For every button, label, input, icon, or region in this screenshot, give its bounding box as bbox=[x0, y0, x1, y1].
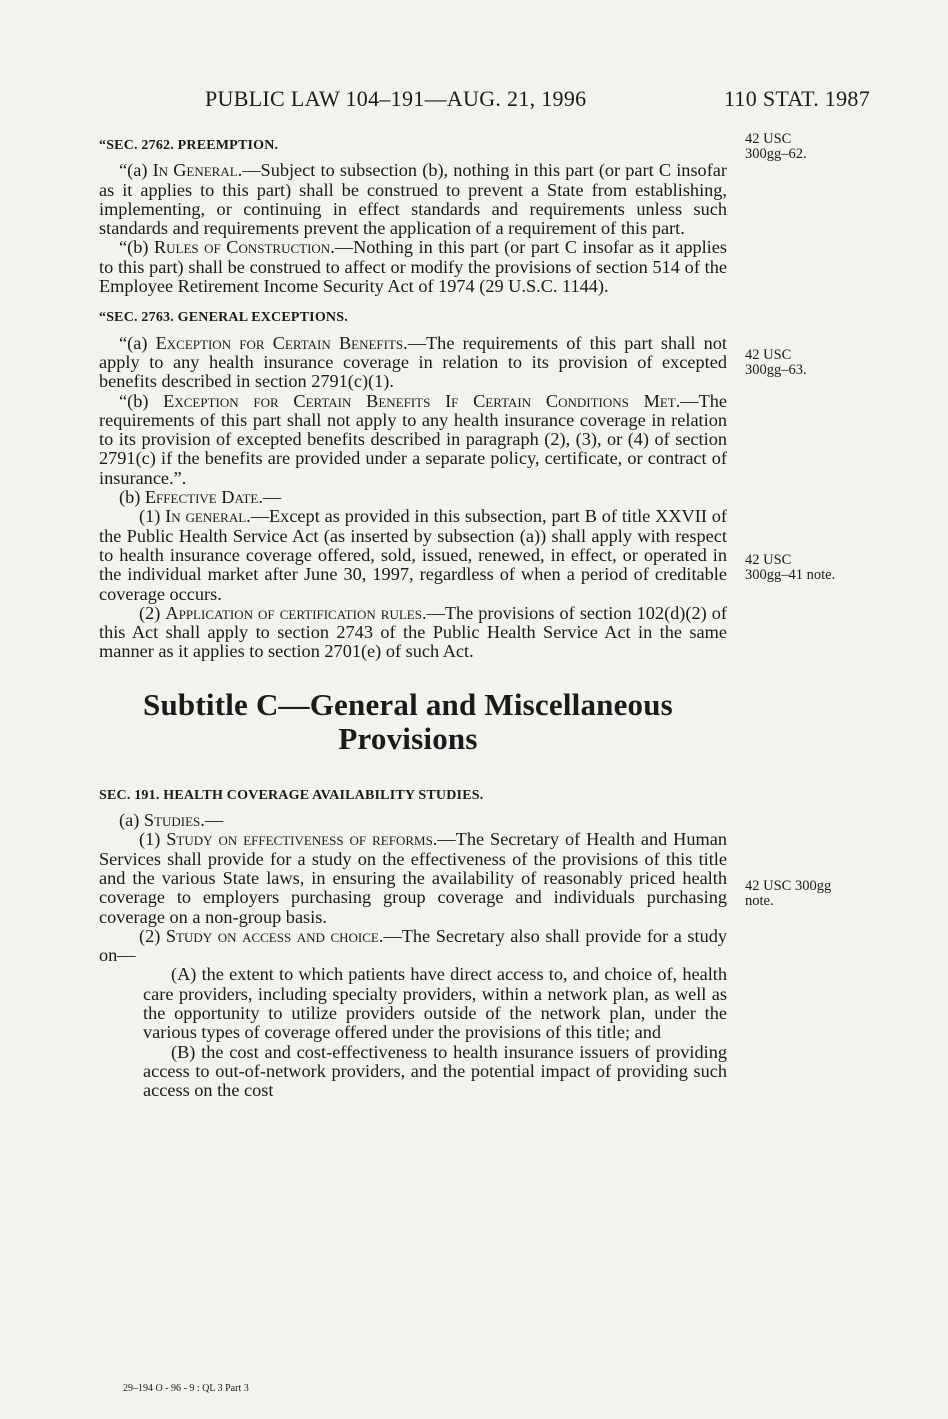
paragraph-text: —Subject to subsection (b), nothing in this part (or part C insofar as it applies to this part) shall be construed to prevent a State from establishing, implementing, or continuing in effect standards and requirements unless such standards and requirements prevent the application of a requirement of this part. bbox=[99, 160, 727, 239]
subtitle-line-1: Subtitle C—General and Miscellaneous bbox=[143, 686, 673, 722]
header-stat-page: 110 STAT. 1987 bbox=[723, 86, 870, 111]
main-text bbox=[99, 136, 727, 1100]
margin-note-line: 300gg–62. bbox=[745, 146, 807, 162]
paragraph-label: (1) bbox=[139, 829, 167, 850]
margin-note-300gg-63 bbox=[745, 348, 807, 378]
paragraph-dash: — bbox=[262, 487, 282, 508]
paragraph-text: —The requirements of this part shall not apply to any health insurance coverage in relation to its provision of excepted benefits described in paragraph (2), (3), or (4) of section 2791(c) if the benefits are provided under a separate policy, certificate, or contract of insurance.”. bbox=[99, 390, 727, 488]
paragraph-title: In General. bbox=[152, 160, 243, 181]
page-footer: 29–194 O - 96 - 9 : QL 3 Part 3 bbox=[123, 1383, 249, 1394]
paragraph-title: Application of certification rules. bbox=[165, 602, 427, 623]
margin-note-300gg-41 bbox=[745, 553, 835, 583]
paragraph-text: —Except as provided in this subsection, part B of title XXVII of the Public Health Service Act (as inserted by subsection (a)) shall apply with respect to health insurance coverage offered, sold, issued, renewed, in effect, or operated in the individual market after June 30, 1997, regardless of when a period of creditable coverage occurs. bbox=[99, 506, 727, 604]
paragraph-2762-b bbox=[99, 238, 727, 296]
paragraph-text: —The requirements of this part shall not apply to any health insurance coverage in relation to its provision of excepted benefits described in section 2791(c)(1). bbox=[99, 332, 727, 392]
paragraph-effective-2 bbox=[99, 604, 727, 662]
paragraph-191-a-2 bbox=[99, 927, 727, 966]
margin-note-line: 42 USC 300gg bbox=[745, 878, 832, 894]
paragraph-dash: — bbox=[204, 810, 224, 831]
section-heading-2763: “SEC. 2763. GENERAL EXCEPTIONS. bbox=[99, 310, 348, 326]
section-heading-191: SEC. 191. HEALTH COVERAGE AVAILABILITY STUDIES. bbox=[99, 787, 484, 803]
paragraph-label: “(a) bbox=[119, 332, 156, 353]
paragraph-label: (2) bbox=[139, 925, 166, 946]
paragraph-effective-date bbox=[99, 488, 727, 507]
margin-note-line: 42 USC bbox=[745, 552, 792, 568]
margin-note-line: 300gg–63. bbox=[745, 362, 807, 378]
paragraph-title: Study on access and choice. bbox=[165, 925, 384, 946]
paragraph-title: Study on effectiveness of reforms. bbox=[166, 829, 438, 850]
paragraph-label: (b) bbox=[119, 487, 145, 508]
paragraph-title: In general. bbox=[165, 506, 251, 527]
paragraph-title: Exception for Certain Benefits If Certain Conditions Met. bbox=[163, 390, 681, 411]
paragraph-label: (2) bbox=[139, 602, 166, 623]
paragraph-label: “(a) bbox=[119, 160, 153, 181]
margin-note-line: note. bbox=[745, 893, 774, 909]
paragraph-label: “(b) bbox=[119, 390, 164, 411]
paragraph-191-a-2-B: (B) the cost and cost-effectiveness to health insurance issuers of providing access to out-of-network providers, and the potential impact of providing such access on the cost bbox=[143, 1041, 727, 1101]
paragraph-text: —The Secretary also shall provide for a study on— bbox=[99, 925, 727, 966]
paragraph-label: (a) bbox=[119, 810, 144, 831]
header-public-law: PUBLIC LAW 104–191—AUG. 21, 1996 bbox=[205, 86, 587, 111]
paragraph-2762-a bbox=[99, 161, 727, 238]
paragraph-label: “(b) bbox=[119, 237, 154, 258]
margin-note-300gg bbox=[745, 879, 831, 909]
paragraph-title: Exception for Certain Benefits. bbox=[155, 332, 408, 353]
paragraph-text: —The Secretary of Health and Human Services shall provide for a study on the effectiveness of the provisions of this title and the various State laws, in ensuring the availability of reasonably priced health coverage to employers purchasing group coverage and individuals purchasing coverage on a non-group basis. bbox=[99, 829, 727, 927]
paragraph-2763-a bbox=[99, 334, 727, 392]
paragraph-title: Studies. bbox=[143, 810, 205, 831]
paragraph-title: Rules of Construction. bbox=[153, 237, 335, 258]
margin-note-line: 42 USC bbox=[745, 347, 792, 363]
paragraph-191-a bbox=[99, 811, 727, 830]
paragraph-191-a-1 bbox=[99, 830, 727, 926]
paragraph-191-a-2-A: (A) the extent to which patients have direct access to, and choice of, health care providers, including specialty providers, within a network plan, as well as the opportunity to utilize providers outside of the network plan, under the various types of coverage offered under the provisions of this title; and bbox=[143, 964, 727, 1043]
margin-note-line: 300gg–41 note. bbox=[745, 567, 836, 583]
subtitle-heading bbox=[89, 688, 727, 756]
section-heading-2762: “SEC. 2762. PREEMPTION. bbox=[99, 138, 279, 153]
paragraph-text: —The provisions of section 102(d)(2) of this Act shall apply to section 2743 of the Public Health Service Act in the same manner as it applies to section 2701(e) of such Act. bbox=[99, 602, 728, 662]
subtitle-line-2: Provisions bbox=[338, 720, 478, 756]
margin-note-300gg-62 bbox=[745, 132, 807, 162]
paragraph-text: —Nothing in this part (or part C insofar as it applies to this part) shall be construed to affect or modify the provisions of section 514 of the Employee Retirement Income Security Act of 1974 (29 U.S.C. 1144). bbox=[99, 237, 727, 297]
margin-note-line: 42 USC bbox=[745, 131, 792, 147]
paragraph-title: Effective Date. bbox=[144, 487, 263, 508]
paragraph-label: (1) bbox=[139, 506, 166, 527]
paragraph-2763-b bbox=[99, 392, 727, 488]
paragraph-effective-1 bbox=[99, 507, 727, 603]
